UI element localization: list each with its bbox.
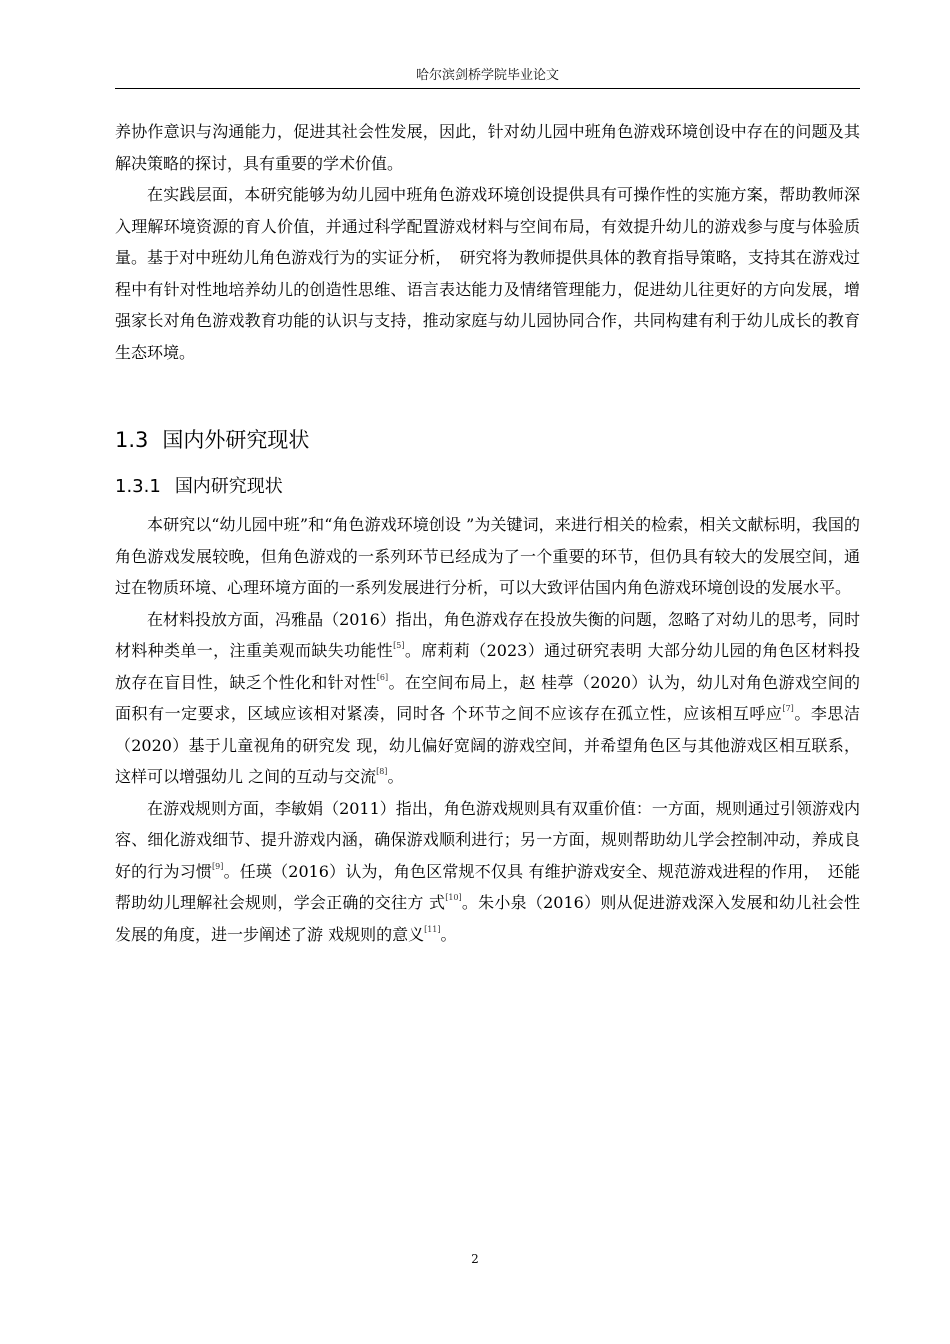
section-number: 1.3 xyxy=(115,428,149,452)
text-run: 。在空间布局上，赵 桂葶（2020）认为，幼儿对角色游戏空间的面积有一定要求，区域应该相对紧凑，同时各 个环节之间不应该存在孤立性，应该相互呼应 xyxy=(115,672,860,723)
running-header: 哈尔滨剑桥学院毕业论文 xyxy=(415,68,559,83)
paragraph: 在实践层面，本研究能够为幼儿园中班角色游戏环境创设提供具有可操作性的实施方案，帮助教师深入理解环境资源的育人价值，并通过科学配置游戏材料与空间布局，有效提升幼儿的游戏参与度与体验质量。基于对中班幼儿角色游戏行为的实证分析， 研究将为教师提供具体的教育指导策略，支持其在游戏过程中有针对性地培养幼儿的创造性思维、语言表达能力及情绪管理能力，促进幼儿往更好的方向发展，增强家长对角色游戏教育功能的认识与支持，推动家庭与幼儿园协同合作，共同构建有利于幼儿成长的教育生态环境。 xyxy=(115,185,860,362)
intro-block xyxy=(115,116,860,368)
text-run: 在材料投放方面，冯雅晶（2016）指出，角色游戏存在投放失衡的问题，忽略了对幼儿的思考，同时材料种类单一，注重美观而缺失功能性 xyxy=(115,609,860,660)
paragraph xyxy=(115,793,860,951)
text-run: 在游戏规则方面，李敏娟（2011）指出，角色游戏规则具有双重价值：一方面，规则通过引领游戏内容、细化游戏细节、提升游戏内涵，确保游戏顺利进行；另一方面，规则帮助幼儿学会控制冲动，养成良好的行为习惯 xyxy=(115,798,860,881)
paragraph: 养协作意识与沟通能力，促进其社会性发展，因此，针对幼儿园中班角色游戏环境创设中存在的问题及其解决策略的探讨，具有重要的学术价值。 xyxy=(115,122,860,173)
text-run: 。李思洁（2020）基于儿童视角的研究发 现，幼儿偏好宽阔的游戏空间，并希望角色区与其他游戏区相互联系，这样可以增强幼儿 之间的互动与交流 xyxy=(115,704,860,786)
text-run: 。朱小泉（2016）则从促进游戏深入发展和幼儿社会性发展的角度，进一步阐述了游 戏规则的意义 xyxy=(115,893,860,944)
subsection-number: 1.3.1 xyxy=(115,476,161,497)
citation: [10] xyxy=(445,893,462,902)
header-divider xyxy=(115,88,860,89)
paragraph xyxy=(115,604,860,793)
citation: [11] xyxy=(424,924,441,934)
citation: [5] xyxy=(393,641,405,650)
page-number: 2 xyxy=(471,1252,479,1266)
citation: [6] xyxy=(376,672,389,682)
domestic-research-block xyxy=(115,509,860,950)
text-run: 。任瑛（2016）认为，角色区常规不仅具 有维护游戏安全、规范游戏进程的作用， 还能帮助幼儿理解社会规则，学会正确的交往方 式 xyxy=(115,861,860,912)
section-title: 国内外研究现状 xyxy=(162,428,310,452)
text-run: 。 xyxy=(387,767,404,786)
paragraph: 本研究以“幼儿园中班”和“角色游戏环境创设 ”为关键词，来进行相关的检索，相关文献标明，我国的角色游戏发展较晚，但角色游戏的一系列环节已经成为了一个重要的环节，但仍具有较大的发展空间，通过在物质环境、心理环境方面的一系列发展进行分析，可以大致评估国内角色游戏环境创设的发展水平。 xyxy=(115,515,860,597)
text-run: 。 xyxy=(440,924,457,944)
citation: [7] xyxy=(782,704,794,713)
citation: [9] xyxy=(212,861,224,871)
citation: [8] xyxy=(376,767,388,776)
text-run: 。席莉莉（2023）通过研究表明 大部分幼儿园的角色区材料投放存在盲目性，缺乏个性化和针对性 xyxy=(115,641,860,692)
section-heading xyxy=(115,424,309,454)
subsection-heading xyxy=(115,472,283,498)
subsection-title: 国内研究现状 xyxy=(174,476,283,497)
